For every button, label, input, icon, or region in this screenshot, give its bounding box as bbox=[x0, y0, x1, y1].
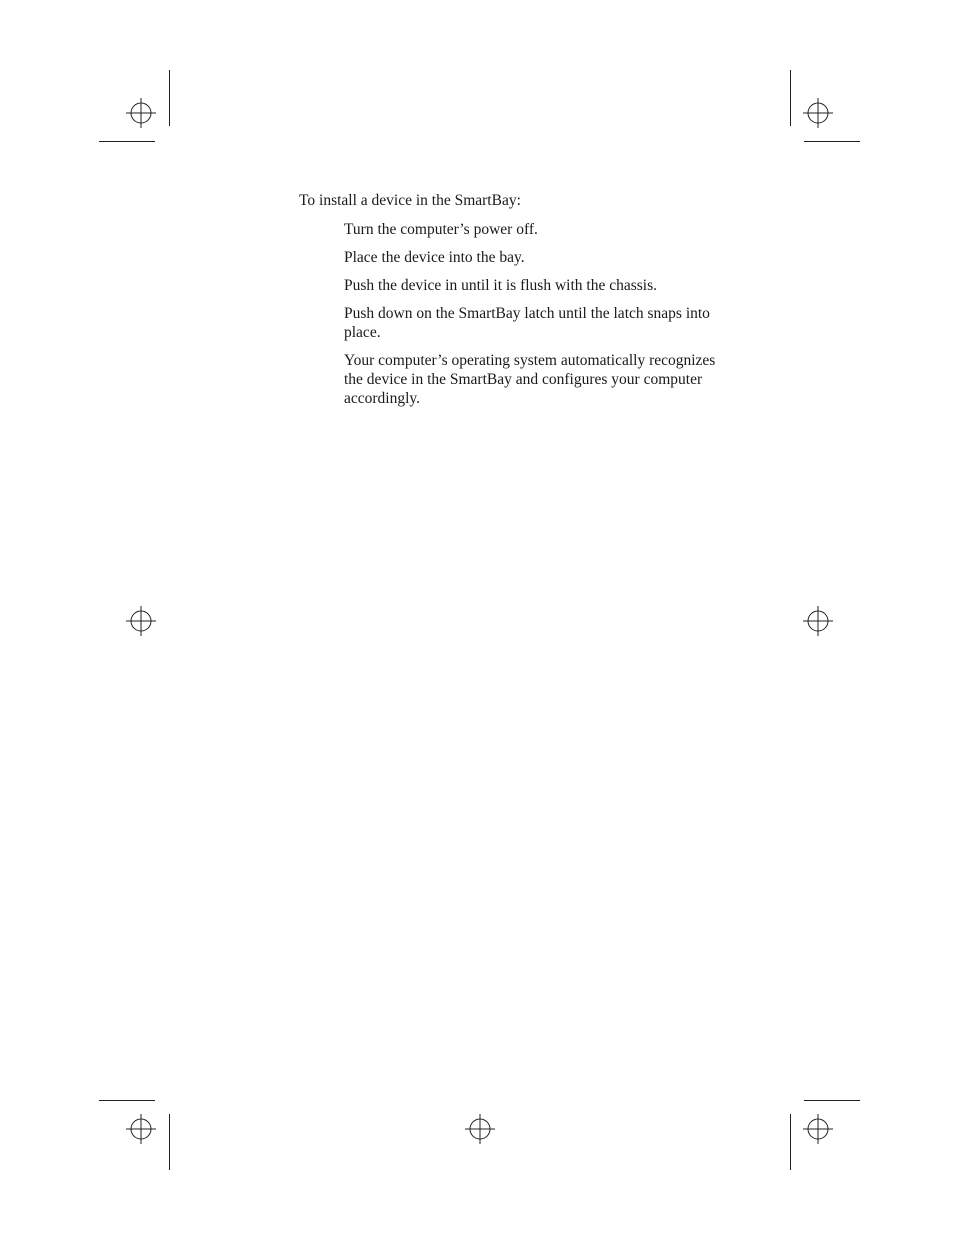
instruction-step: Place the device into the bay. bbox=[344, 249, 525, 266]
crop-mark-top-right-vertical bbox=[790, 70, 791, 126]
crop-mark-top-left-vertical bbox=[169, 70, 170, 126]
registration-mark-icon bbox=[126, 1114, 156, 1144]
instruction-steps-list bbox=[344, 220, 734, 417]
crop-mark-bottom-right-horizontal bbox=[804, 1100, 860, 1101]
crop-mark-top-left-horizontal bbox=[99, 141, 155, 142]
registration-mark-icon bbox=[126, 606, 156, 636]
instruction-step: Push down on the SmartBay latch until the latch snaps into place. bbox=[344, 305, 710, 341]
registration-mark-icon bbox=[803, 606, 833, 636]
instruction-step: Turn the computer’s power off. bbox=[344, 221, 538, 238]
crop-mark-top-right-horizontal bbox=[804, 141, 860, 142]
crop-mark-bottom-left-vertical bbox=[169, 1114, 170, 1170]
instruction-step: Push the device in until it is flush with the chassis. bbox=[344, 277, 657, 294]
crop-mark-bottom-right-vertical bbox=[790, 1114, 791, 1170]
registration-mark-icon bbox=[803, 1114, 833, 1144]
instruction-step: Your computer’s operating system automatically recognizes the device in the SmartBay and configures your computer accordingly. bbox=[344, 352, 716, 407]
instructions-intro: To install a device in the SmartBay: bbox=[299, 192, 521, 209]
crop-mark-bottom-left-horizontal bbox=[99, 1100, 155, 1101]
registration-mark-icon bbox=[126, 98, 156, 128]
registration-mark-icon bbox=[803, 98, 833, 128]
registration-mark-icon bbox=[465, 1114, 495, 1144]
